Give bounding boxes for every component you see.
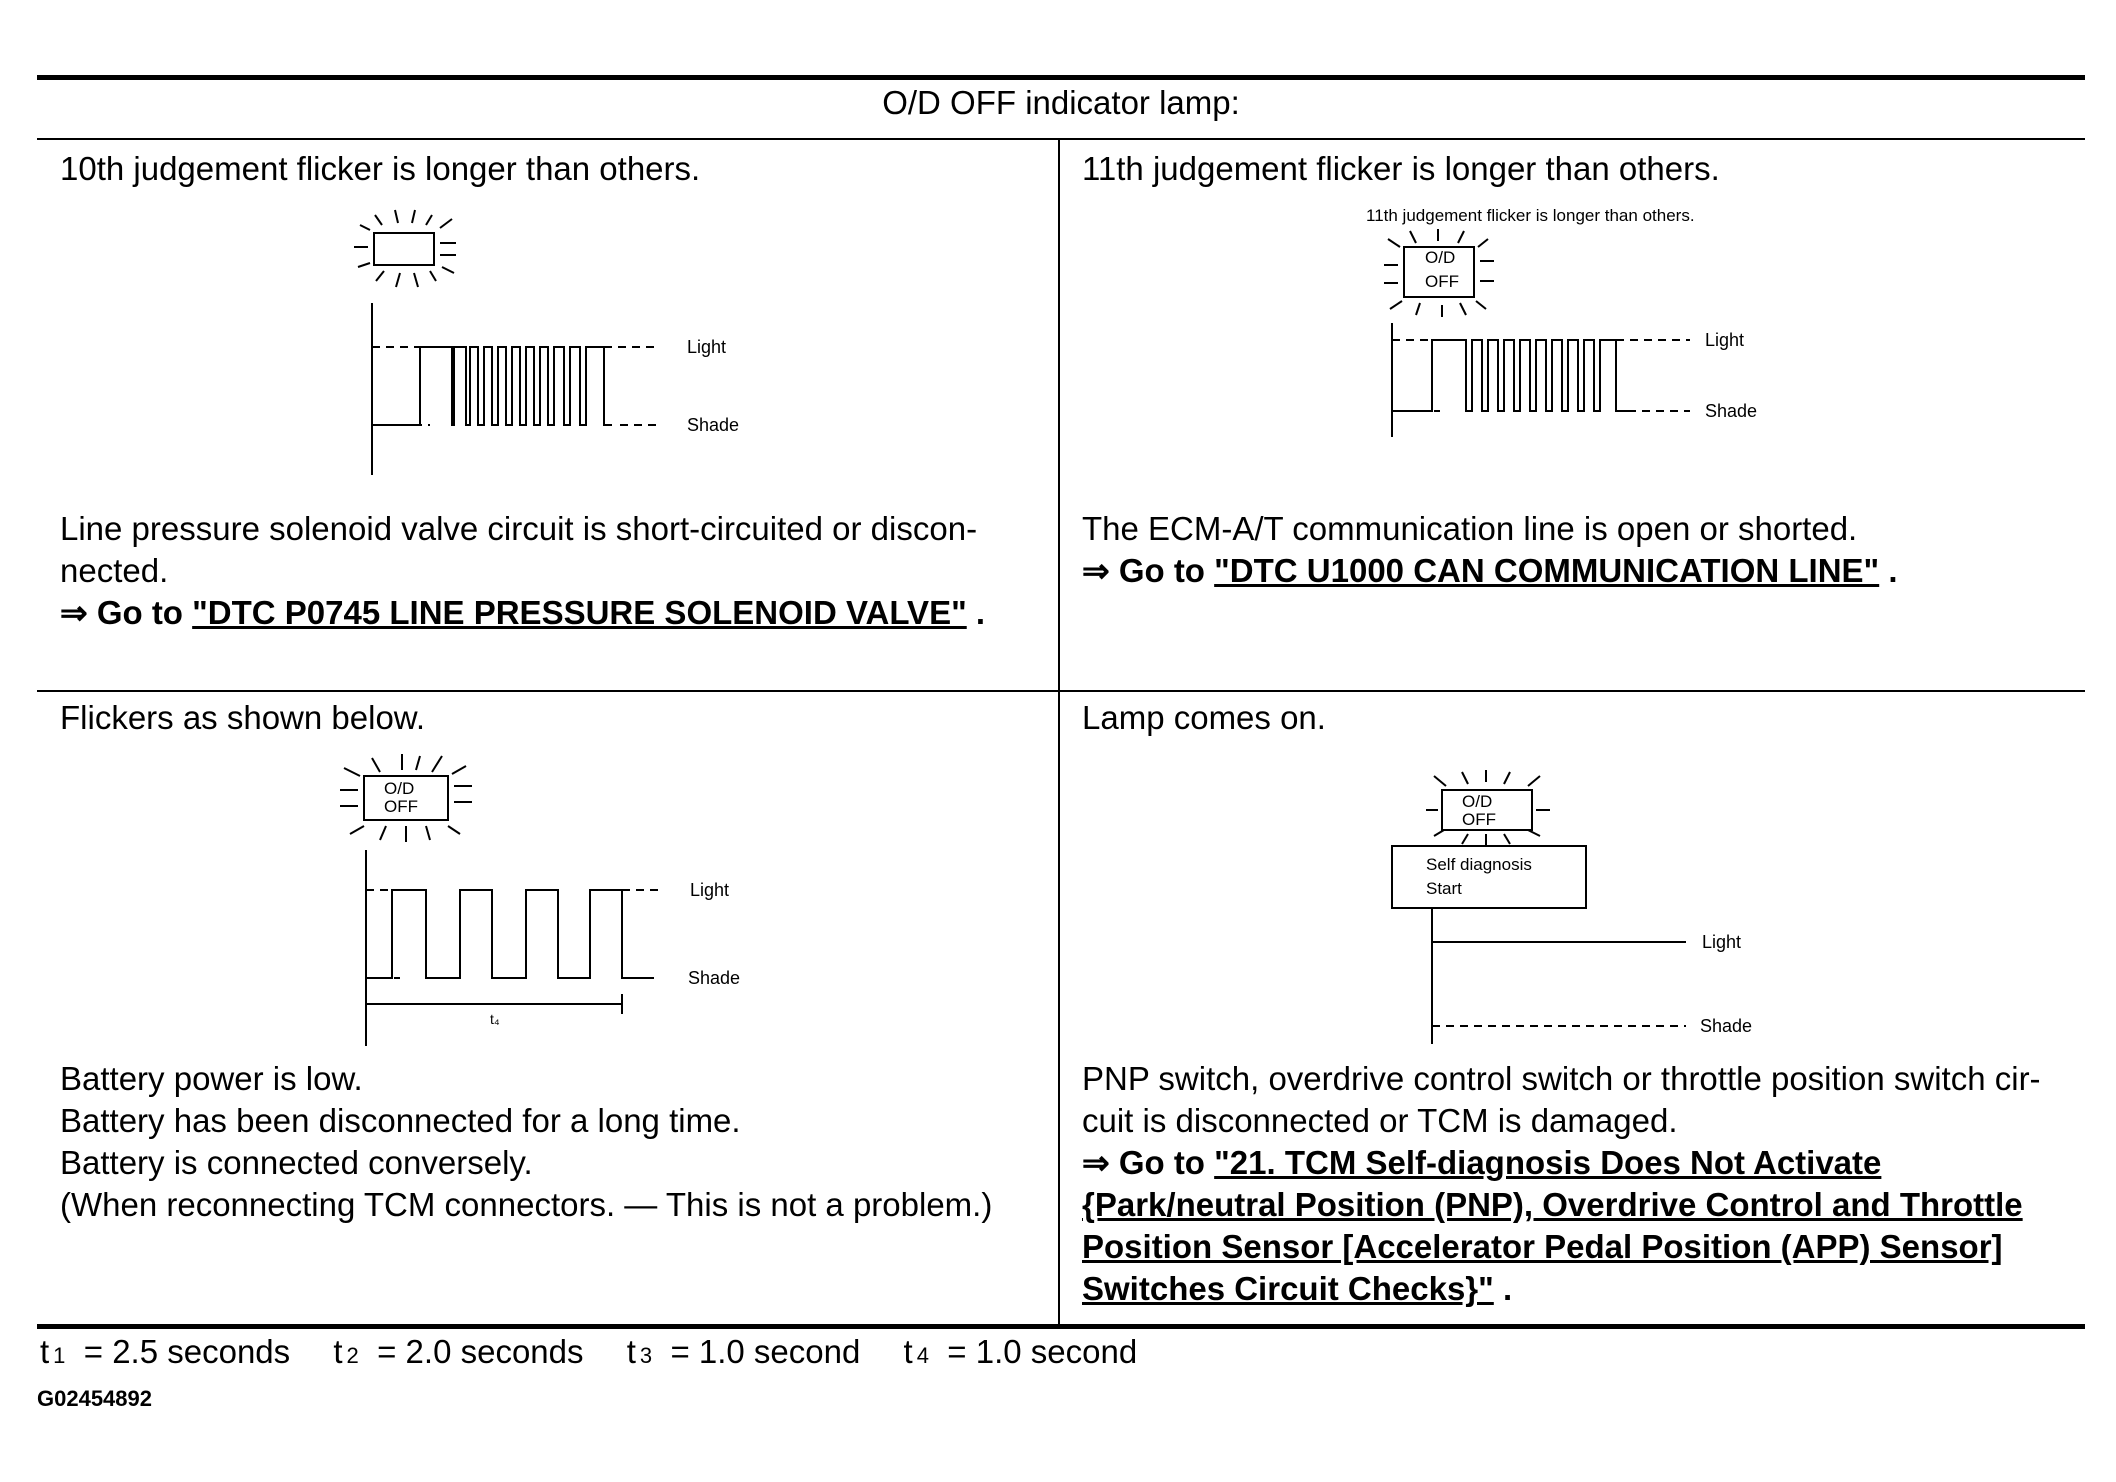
goto-arrow-icon: ⇒ — [1082, 1144, 1119, 1181]
goto-arrow-icon: ⇒ — [60, 594, 97, 631]
timing-legend — [40, 1333, 1171, 1371]
header-rule — [37, 138, 2085, 140]
cell1-description — [60, 508, 1040, 634]
lamp-label-od: O/D — [384, 779, 415, 798]
light-label: Light — [1705, 330, 1745, 350]
cell3-line-4: (When reconnecting TCM connectors. — This is not a problem.) — [60, 1186, 993, 1223]
link-tcm-self-diagnosis[interactable]: "21. TCM Self-diagnosis Does Not Activate {Park/neutral Position (PNP), Overdrive Control and Throttle Position Sensor [Accelerator Pedal Position (APP) Sensor] Switches Circuit Checks}" — [1082, 1144, 2023, 1307]
cell1-title: 10th judgement flicker is longer than others. — [60, 150, 701, 187]
link-dtc-p0745[interactable]: "DTC P0745 LINE PRESSURE SOLENOID VALVE" — [192, 594, 967, 631]
lamp-label-off: OFF — [384, 797, 418, 816]
shade-label: Shade — [688, 968, 741, 988]
lamp-label-off: OFF — [1425, 272, 1459, 291]
shade-label: Shade — [687, 415, 740, 435]
link-dtc-u1000[interactable]: "DTC U1000 CAN COMMUNICATION LINE" — [1214, 552, 1880, 589]
column-divider — [1058, 140, 1060, 1326]
light-label: Light — [1702, 932, 1742, 952]
lamp-label-od: O/D — [1425, 248, 1456, 267]
cell2-description — [1082, 508, 2062, 592]
table-top-rule — [37, 75, 2085, 80]
goto-label: Go to — [96, 594, 183, 631]
row-divider — [37, 690, 2085, 692]
cell3-title: Flickers as shown below. — [60, 699, 425, 736]
lamp-icon — [374, 233, 434, 265]
figure-code: G02454892 — [37, 1386, 152, 1411]
cell3-line-3: Battery is connected conversely. — [60, 1144, 533, 1181]
cell4-lamp-on-diagram — [1390, 770, 1770, 1050]
goto-arrow-icon: ⇒ — [1082, 552, 1119, 589]
link-end: . — [1502, 1270, 1513, 1307]
timing-t4: t 4 = 1.0 second — [903, 1333, 1138, 1370]
cell2-desc-text: The ECM-A/T communication line is open or shorted. — [1082, 510, 1858, 547]
cell2-title: 11th judgement flicker is longer than others. — [1082, 150, 1720, 187]
cell3-line-2: Battery has been disconnected for a long time. — [60, 1102, 741, 1139]
box-label-1: Self diagnosis — [1426, 855, 1532, 874]
cell3-line-1: Battery power is low. — [60, 1060, 363, 1097]
link-end: . — [1888, 552, 1898, 589]
light-label: Light — [690, 880, 730, 900]
cell2-flicker-diagram — [1360, 205, 1780, 445]
cell4-title: Lamp comes on. — [1082, 699, 1326, 736]
goto-label: Go to — [1118, 552, 1205, 589]
cell3-description — [60, 1058, 1040, 1226]
timing-t3: t 3 = 1.0 second — [626, 1333, 861, 1370]
timing-t1: t 1 = 2.5 seconds — [40, 1333, 291, 1370]
t4-label: t₄ — [490, 1011, 500, 1027]
cell4-desc-text: PNP switch, overdrive control switch or throttle position switch cir-cuit is disconnected or TCM is damaged. — [1082, 1060, 2041, 1139]
lamp-label-off: OFF — [1462, 810, 1496, 829]
box-label-2: Start — [1426, 879, 1462, 898]
cell1-desc-text: Line pressure solenoid valve circuit is short-circuited or discon-nected. — [60, 510, 978, 589]
cell4-description — [1082, 1058, 2062, 1310]
timing-t2: t 2 = 2.0 seconds — [333, 1333, 584, 1370]
lamp-label-od: O/D — [1462, 792, 1493, 811]
link-end: . — [975, 594, 986, 631]
diagram-caption: 11th judgement flicker is longer than others. — [1366, 206, 1695, 225]
shade-label: Shade — [1705, 401, 1758, 421]
light-label: Light — [687, 337, 727, 357]
cell1-flicker-diagram — [340, 205, 760, 475]
shade-label: Shade — [1700, 1016, 1753, 1036]
table-header: O/D OFF indicator lamp: — [882, 84, 1240, 121]
table-bottom-rule — [37, 1324, 2085, 1329]
goto-label: Go to — [1118, 1144, 1205, 1181]
cell3-flicker-diagram — [330, 750, 750, 1050]
lamp-rays-icon — [354, 210, 456, 287]
